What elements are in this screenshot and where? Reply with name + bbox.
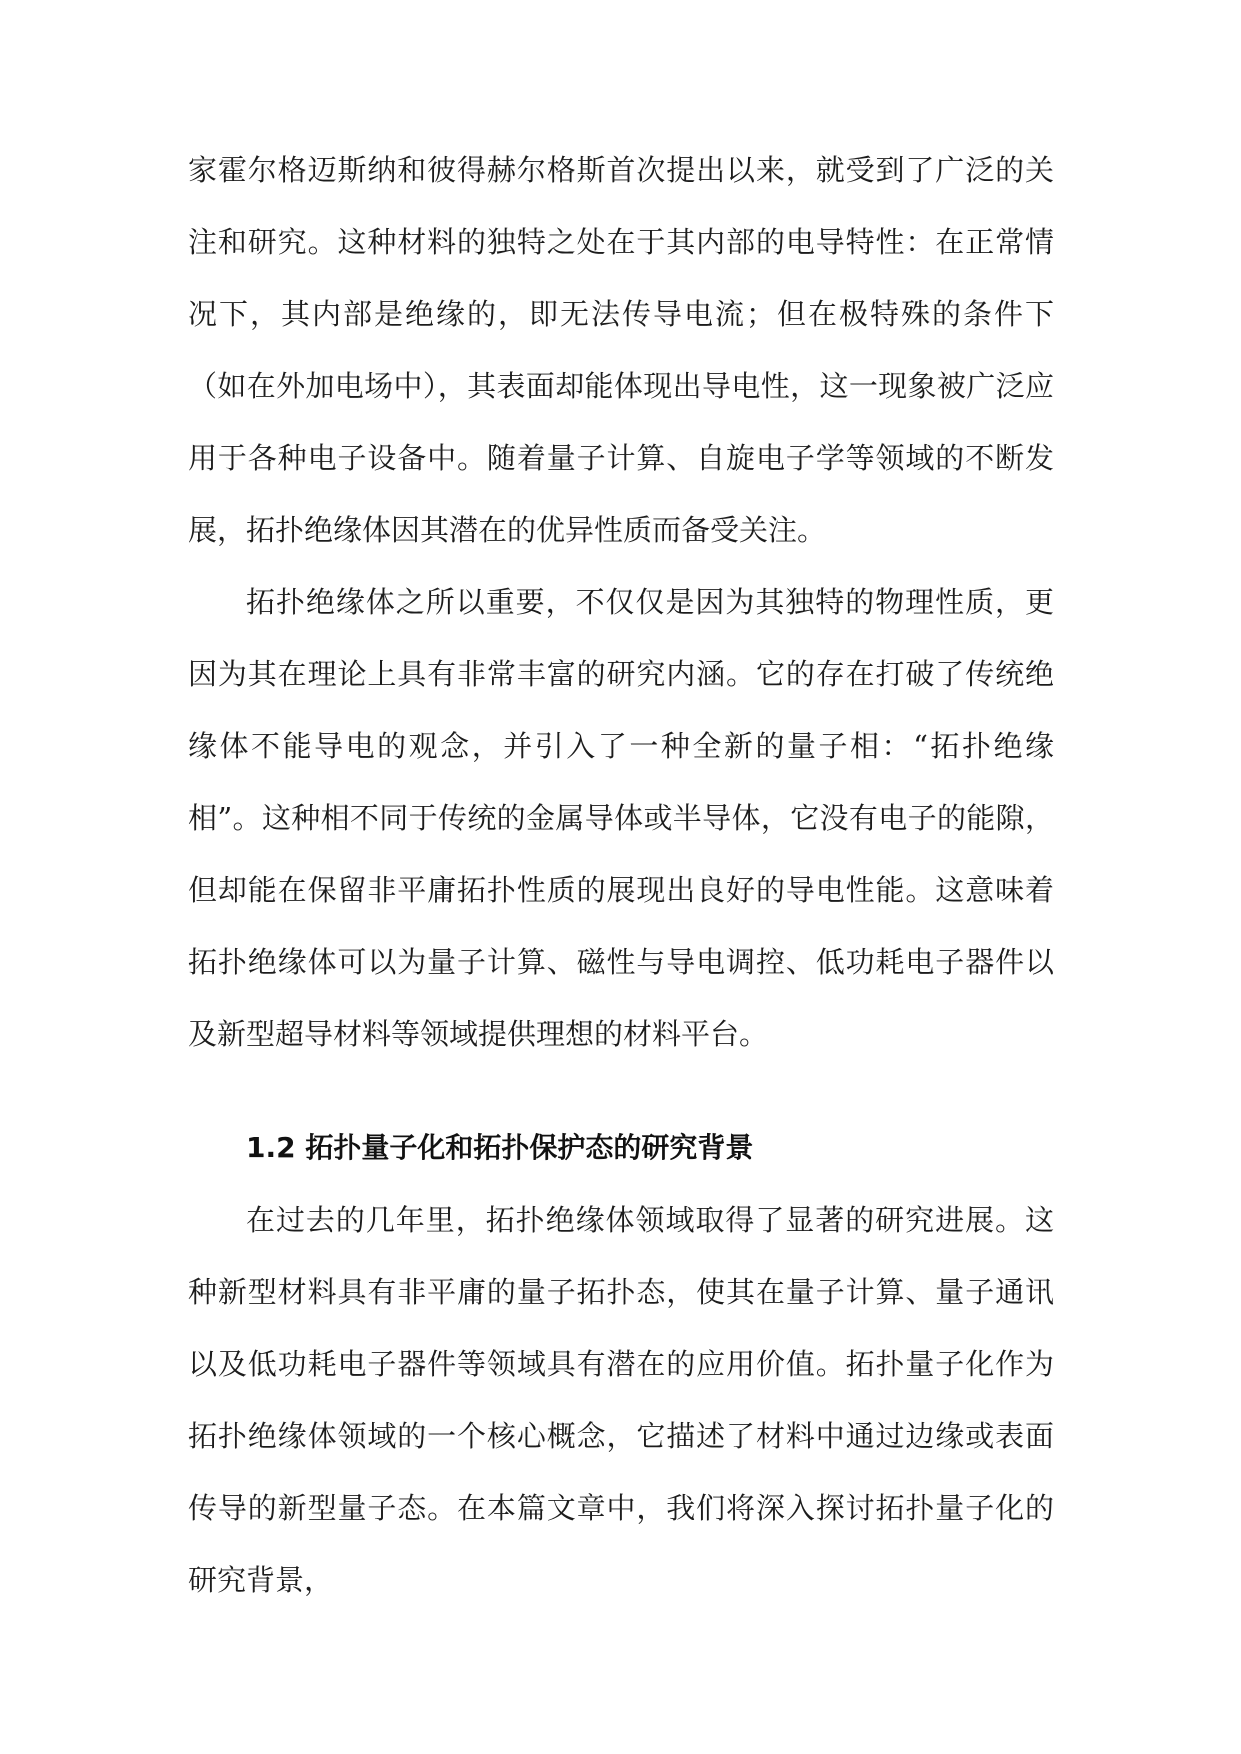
- paragraph-continued: 家霍尔格迈斯纳和彼得赫尔格斯首次提出以来，就受到了广泛的关注和研究。这种材料的独特之处在于其内部的电导特性：在正常情况下，其内部是绝缘的，即无法传导电流；但在极特殊的条件下（如在外加电场中），其表面却能体现出导电性，这一现象被广泛应用于各种电子设备中。随着量子计算、自旋电子学等领域的不断发展，拓扑绝缘体因其潜在的优异性质而备受关注。: [188, 153, 1054, 547]
- section-heading: 1.2 拓扑量子化和拓扑保护态的研究背景: [246, 1131, 754, 1164]
- paragraph-research-background: 在过去的几年里，拓扑绝缘体领域取得了显著的研究进展。这种新型材料具有非平庸的量子拓扑态，使其在量子计算、量子通讯以及低功耗电子器件等领域具有潜在的应用价值。拓扑量子化作为拓扑绝缘体领域的一个核心概念，它描述了材料中通过边缘或表面传导的新型量子态。在本篇文章中，我们将深入探讨拓扑量子化的研究背景，: [188, 1203, 1054, 1597]
- paragraph-topological-importance: 拓扑绝缘体之所以重要，不仅仅是因为其独特的物理性质，更因为其在理论上具有非常丰富的研究内涵。它的存在打破了传统绝缘体不能导电的观念，并引入了一种全新的量子相：“拓扑绝缘相”。这种相不同于传统的金属导体或半导体，它没有电子的能隙，但却能在保留非平庸拓扑性质的展现出良好的导电性能。这意味着拓扑绝缘体可以为量子计算、磁性与导电调控、低功耗电子器件以及新型超导材料等领域提供理想的材料平台。: [188, 585, 1054, 1051]
- document-body: [188, 134, 1054, 1616]
